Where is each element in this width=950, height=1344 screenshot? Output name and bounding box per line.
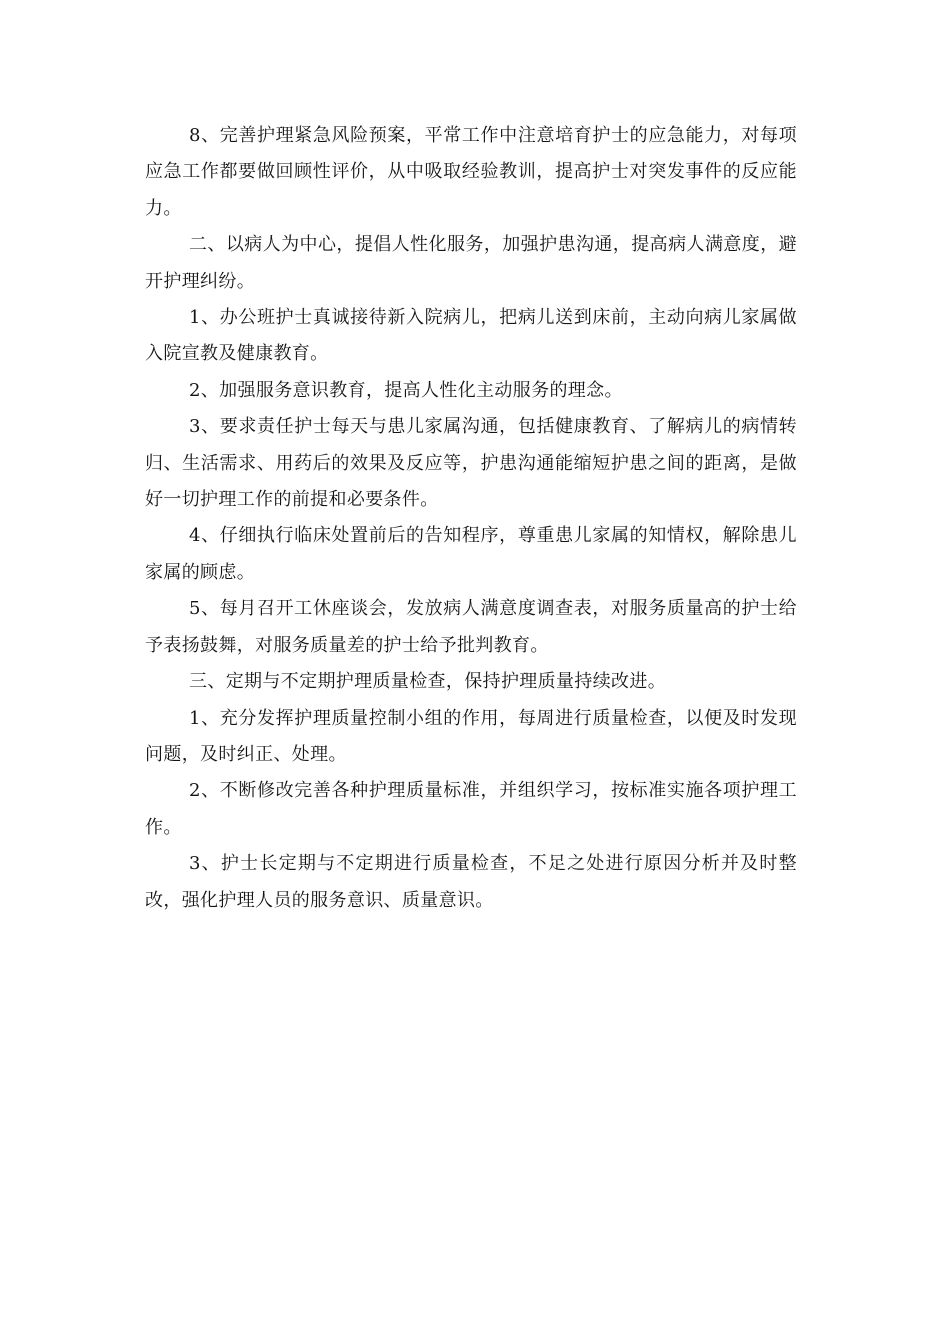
paragraph-item-3-communication: 3、要求责任护士每天与患儿家属沟通，包括健康教育、了解病儿的病情转归、生活需求、用药后的效果及反应等，护患沟通能缩短护患之间的距离，是做好一切护理工作的前提和必要条件。	[145, 416, 797, 511]
paragraph-item-1-admission: 1、办公班护士真诚接待新入院病儿，把病儿送到床前，主动向病儿家属做入院宣教及健康教育。	[145, 307, 797, 365]
paragraph-item-1-quality-group: 1、充分发挥护理质量控制小组的作用，每周进行质量检查，以便及时发现问题，及时纠正、处理。	[145, 707, 797, 765]
paragraph-item-2-quality-standards: 2、不断修改完善各种护理质量标准，并组织学习，按标准实施各项护理工作。	[145, 780, 797, 838]
document-body	[145, 118, 797, 919]
paragraph-item-4-informed-procedure: 4、仔细执行临床处置前后的告知程序，尊重患儿家属的知情权，解除患儿家属的顾虑。	[145, 525, 797, 583]
paragraph-item-5-monthly-meeting: 5、每月召开工休座谈会，发放病人满意度调查表，对服务质量高的护士给予表扬鼓舞，对服务质量差的护士给予批判教育。	[145, 598, 797, 656]
paragraph-item-2-service-awareness: 2、加强服务意识教育，提高人性化主动服务的理念。	[189, 379, 623, 401]
section-heading-quality-inspection: 三、定期与不定期护理质量检查，保持护理质量持续改进。	[189, 671, 667, 693]
paragraph-item-3-head-nurse-inspection: 3、护士长定期与不定期进行质量检查，不足之处进行原因分析并及时整改，强化护理人员的服务意识、质量意识。	[145, 853, 797, 911]
paragraph-item-8-emergency-plan: 8、完善护理紧急风险预案，平常工作中注意培育护士的应急能力，对每项应急工作都要做回顾性评价，从中吸取经验教训，提高护士对突发事件的反应能力。	[145, 125, 797, 219]
section-heading-patient-centered: 二、以病人为中心，提倡人性化服务，加强护患沟通，提高病人满意度，避开护理纠纷。	[145, 234, 797, 292]
